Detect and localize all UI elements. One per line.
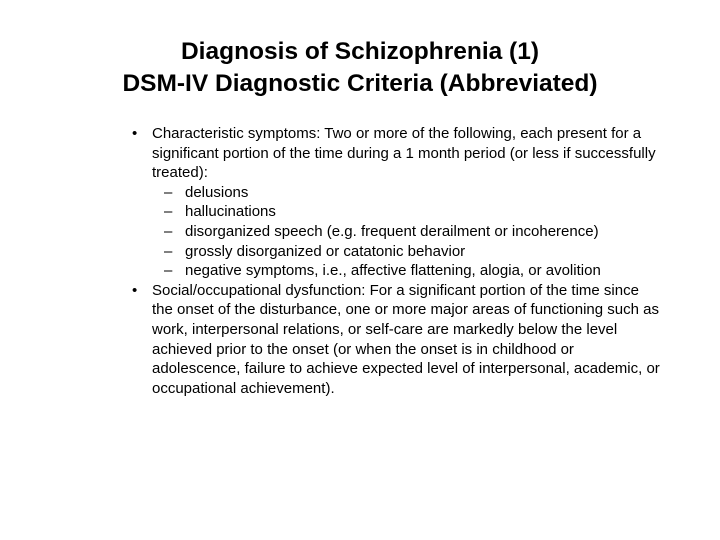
dash-marker: – [164, 242, 173, 260]
list-item [152, 242, 662, 262]
bullet-marker: • [132, 281, 138, 299]
bullet-characteristic-symptoms [132, 124, 662, 281]
bullet-marker: • [132, 125, 138, 142]
list-item [152, 261, 662, 281]
list-item [152, 202, 662, 222]
dash-marker: – [164, 262, 173, 280]
list-item [152, 183, 662, 203]
list-item-text: hallucinations [185, 203, 276, 221]
list-item-text: grossly disorganized or catatonic behavior [185, 242, 466, 260]
list-item-text: delusions [185, 183, 249, 201]
list-item-text: disorganized speech (e.g. frequent derailment or incoherence) [185, 222, 599, 240]
slide-title [40, 36, 680, 100]
dash-marker: – [164, 222, 173, 240]
dash-marker: – [164, 183, 173, 201]
slide-body [132, 124, 662, 398]
title-line-2: DSM-IV Diagnostic Criteria (Abbreviated) [122, 70, 598, 97]
bullet-text: Characteristic symptoms: Two or more of the following, each present for a significant portion of the time during a 1 month period (or less if successfully treated): [152, 125, 656, 182]
list-item [152, 222, 662, 242]
title-line-1: Diagnosis of Schizophrenia (1) [180, 38, 539, 65]
symptom-list [152, 183, 662, 281]
bullet-social-occupational-dysfunction [132, 281, 662, 399]
bullet-text: Social/occupational dysfunction: For a significant portion of the time since the onset of the disturbance, one or more major areas of functioning such as work, interpersonal relations, or self-care are markedly below the level achieved prior to the onset (or when the onset is in childhood or adolescence, failure to achieve expected level of interpersonal, academic, or occupational achievement). [152, 281, 660, 397]
dash-marker: – [164, 203, 173, 221]
list-item-text: negative symptoms, i.e., affective flattening, alogia, or avolition [185, 262, 601, 280]
